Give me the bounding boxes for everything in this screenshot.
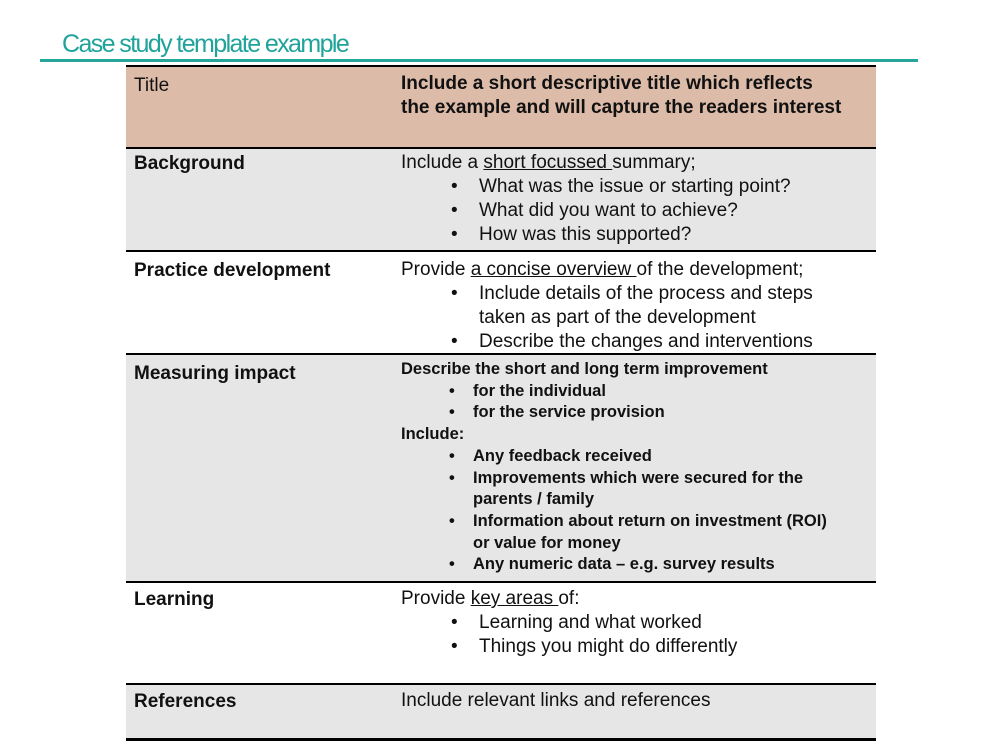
bullet-icon: • (451, 224, 458, 245)
include-label: Include: (401, 425, 465, 444)
content-line: Include a short descriptive title which reflects (401, 73, 813, 94)
bullet-icon: • (449, 555, 455, 574)
list-item: • How was this supported? (451, 224, 692, 245)
list-item: • What was the issue or starting point? (451, 176, 791, 197)
content-line: the example and will capture the readers interest (401, 97, 842, 118)
content-intro: Include a short focussed summary; (401, 152, 696, 173)
row-content-title (401, 72, 871, 120)
list-item: • Things you might do differently (451, 636, 738, 657)
list-item: • Include details of the process and steps taken as part of the development (451, 283, 813, 328)
title-rule (40, 59, 918, 62)
row-label-background: Background (134, 153, 245, 174)
row-label-practice-development: Practice development (134, 260, 331, 281)
table-row-background (126, 149, 876, 252)
list-item: • for the individual (401, 381, 871, 403)
content-line: Include relevant links and references (401, 690, 711, 711)
bullet-icon: • (451, 283, 458, 304)
bullet-icon: • (451, 200, 458, 221)
row-label-learning: Learning (134, 589, 215, 610)
row-content-measuring-impact (401, 359, 871, 576)
case-study-table (126, 65, 876, 741)
slide-title: Case study template example (62, 30, 349, 58)
bullet-icon: • (451, 636, 458, 657)
list-item: • Learning and what worked (451, 612, 702, 633)
table-row-practice-development (126, 252, 876, 355)
list-item: • Describe the changes and interventions (451, 331, 813, 352)
row-label-references: References (134, 691, 237, 712)
row-content-references (401, 689, 871, 713)
table-row-learning (126, 583, 876, 685)
bullet-icon: • (451, 176, 458, 197)
table-row-title (126, 65, 876, 149)
list-item: • Any numeric data – e.g. survey results (401, 554, 871, 576)
bullet-icon: • (451, 612, 458, 633)
list-item: • Improvements which were secured for the parents / family (449, 468, 804, 509)
content-intro: Provide a concise overview of the development; (401, 259, 804, 280)
list-item: • Any feedback received (401, 446, 871, 468)
bullet-icon: • (449, 468, 455, 487)
list-item: • for the service provision (401, 402, 871, 424)
bullet-icon: • (451, 331, 458, 352)
list-item: • Information about return on investment (ROI) or value for money (449, 511, 827, 552)
row-content-practice-development (401, 258, 871, 354)
list-item: • What did you want to achieve? (451, 200, 738, 221)
bullet-icon: • (449, 511, 455, 530)
content-intro: Describe the short and long term improvement (401, 360, 768, 378)
table-row-measuring-impact (126, 355, 876, 583)
row-label-title: Title (134, 75, 170, 96)
table-row-references (126, 685, 876, 741)
row-content-background (401, 151, 871, 247)
bullet-icon: • (449, 381, 455, 400)
bullet-icon: • (449, 446, 455, 465)
content-intro: Provide key areas of: (401, 588, 580, 609)
row-content-learning (401, 587, 871, 659)
bullet-icon: • (449, 403, 455, 422)
row-label-measuring-impact: Measuring impact (134, 363, 296, 384)
